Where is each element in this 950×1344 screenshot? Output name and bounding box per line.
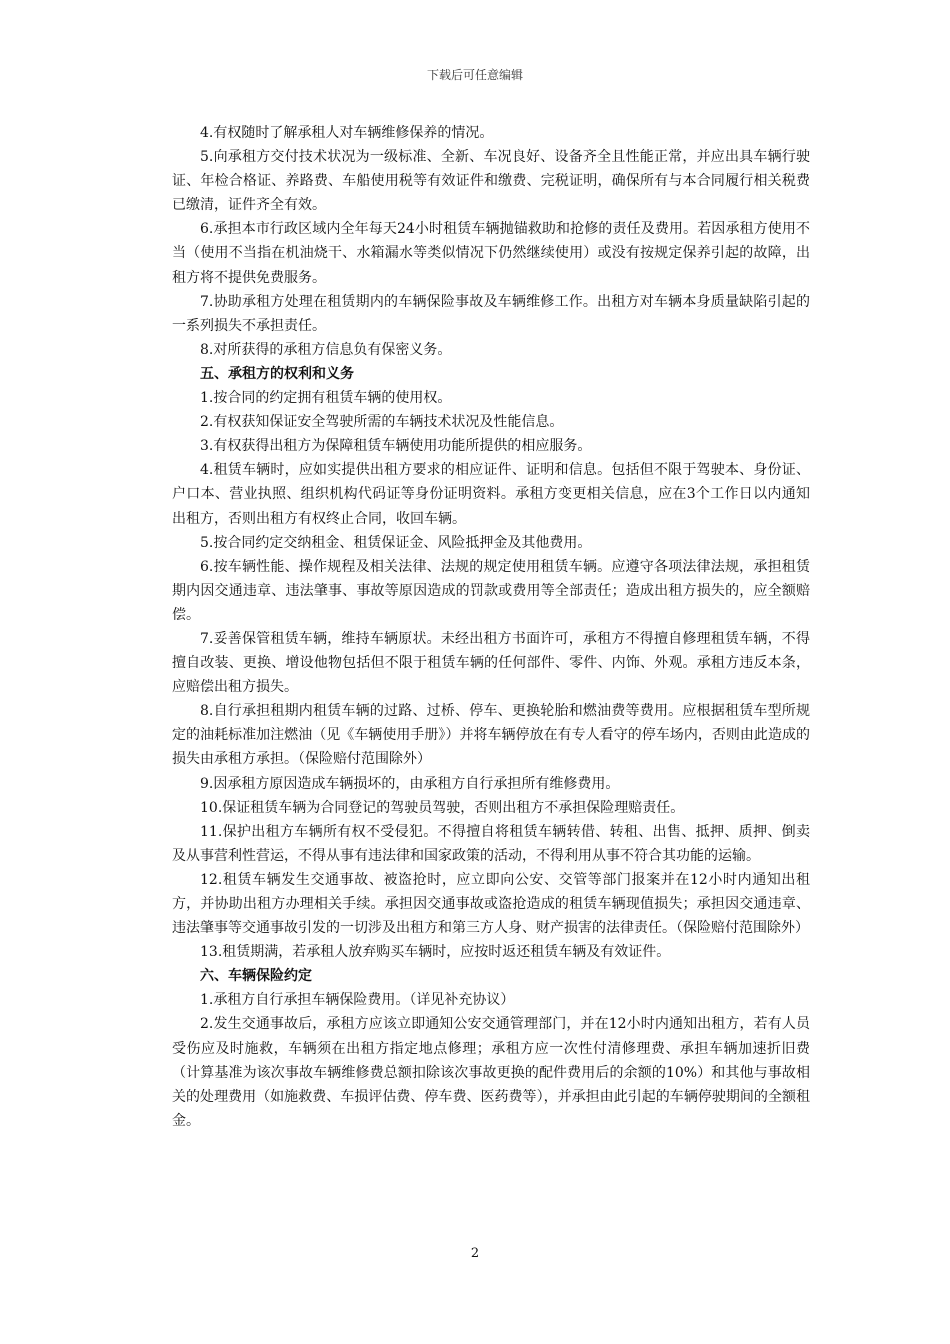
paragraph: 12.租赁车辆发生交通事故、被盗抢时，应立即向公安、交管等部门报案并在12小时内通知出租方，并协助出租方办理相关手续。承担因交通事故或盗抢造成的租赁车辆现值损失；承担因交通违章、违法肇事等交通事故引发的一切涉及出租方和第三方人身、财产损害的法律责任。（保险赔付范围除外）	[172, 871, 810, 937]
paragraph: 1.按合同的约定拥有租赁车辆的使用权。	[200, 390, 452, 407]
paragraph: 3.有权获得出租方为保障租赁车辆使用功能所提供的相应服务。	[200, 438, 592, 455]
paragraph: 10.保证租赁车辆为合同登记的驾驶员驾驶，否则出租方不承担保险理赔责任。	[200, 799, 685, 816]
paragraph: 8.自行承担租期内租赁车辆的过路、过桥、停车、更换轮胎和燃油费等费用。应根据租赁车型所规定的油耗标准加注燃油（见《车辆使用手册》）并将车辆停放在有专人看守的停车场内，否则由此造成的损失由承租方承担。（保险赔付范围除外）	[172, 703, 810, 768]
paragraph: 6.承担本市行政区域内全年每天24小时租赁车辆抛锚救助和抢修的责任及费用。若因承租方使用不当（使用不当指在机油烧干、水箱漏水等类似情况下仍然继续使用）或没有按规定保养引起的故障，出租方将不提供免费服务。	[172, 221, 810, 286]
document-body	[172, 121, 810, 1133]
paragraph: 2.有权获知保证安全驾驶所需的车辆技术状况及性能信息。	[200, 414, 564, 431]
paragraph: 9.因承租方原因造成车辆损坏的，由承租方自行承担所有维修费用。	[200, 775, 620, 792]
section-heading: 五、承租方的权利和义务	[200, 365, 354, 382]
paragraph: 13.租赁期满，若承租人放弃购买车辆时，应按时返还租赁车辆及有效证件。	[200, 944, 671, 961]
page-header: 下载后可任意编辑	[426, 68, 523, 82]
paragraph: 4.租赁车辆时，应如实提供出租方要求的相应证件、证明和信息。包括但不限于驾驶本、身份证、户口本、营业执照、组织机构代码证等身份证明资料。承租方变更相关信息，应在3个工作日以内通知出租方，否则出租方有权终止合同，收回车辆。	[172, 462, 810, 527]
paragraph: 6.按车辆性能、操作规程及相关法律、法规的规定使用租赁车辆。应遵守各项法律法规，承担租赁期内因交通违章、违法肇事、事故等原因造成的罚款或费用等全部责任；造成出租方损失的，应全额赔偿。	[172, 558, 810, 623]
section-heading: 六、车辆保险约定	[200, 968, 312, 985]
paragraph: 2.发生交通事故后，承租方应该立即通知公安交通管理部门，并在12小时内通知出租方，若有人员受伤应及时施救，车辆须在出租方指定地点修理；承租方应一次性付清修理费、承担车辆加速折旧费（计算基准为该次事故车辆维修费总额扣除该次事故更换的配件费用后的余额的10%）和其他与事故相关的处理费用（如施救费、车损评估费、停车费、医药费等），并承担由此引起的车辆停驶期间的全额租金。	[172, 1016, 810, 1129]
paragraph: 4.有权随时了解承租人对车辆维修保养的情况。	[200, 125, 494, 141]
paragraph: 11.保护出租方车辆所有权不受侵犯。不得擅自将租赁车辆转借、转租、出售、抵押、质押、倒卖及从事营利性营运，不得从事有违法律和国家政策的活动，不得利用从事不符合其功能的运输。	[172, 823, 810, 864]
paragraph: 8.对所获得的承租方信息负有保密义务。	[200, 341, 452, 358]
paragraph: 5.向承租方交付技术状况为一级标准、全新、车况良好、设备齐全且性能正常，并应出具车辆行驶证、年检合格证、养路费、车船使用税等有效证件和缴费、完税证明，确保所有与本合同履行相关税费已缴清，证件齐全有效。	[172, 149, 810, 214]
paragraph: 7.妥善保管租赁车辆，维持车辆原状。未经出租方书面许可，承租方不得擅自修理租赁车辆，不得擅自改装、更换、增设他物包括但不限于租赁车辆的任何部件、零件、内饰、外观。承租方违反本条，应赔偿出租方损失。	[172, 630, 810, 696]
page-number: 2	[470, 1246, 480, 1261]
paragraph: 7.协助承租方处理在租赁期内的车辆保险事故及车辆维修工作。出租方对车辆本身质量缺陷引起的一系列损失不承担责任。	[172, 293, 810, 334]
paragraph: 5.按合同约定交纳租金、租赁保证金、风险抵押金及其他费用。	[200, 534, 592, 551]
paragraph: 1.承租方自行承担车辆保险费用。（详见补充协议）	[200, 992, 515, 1009]
